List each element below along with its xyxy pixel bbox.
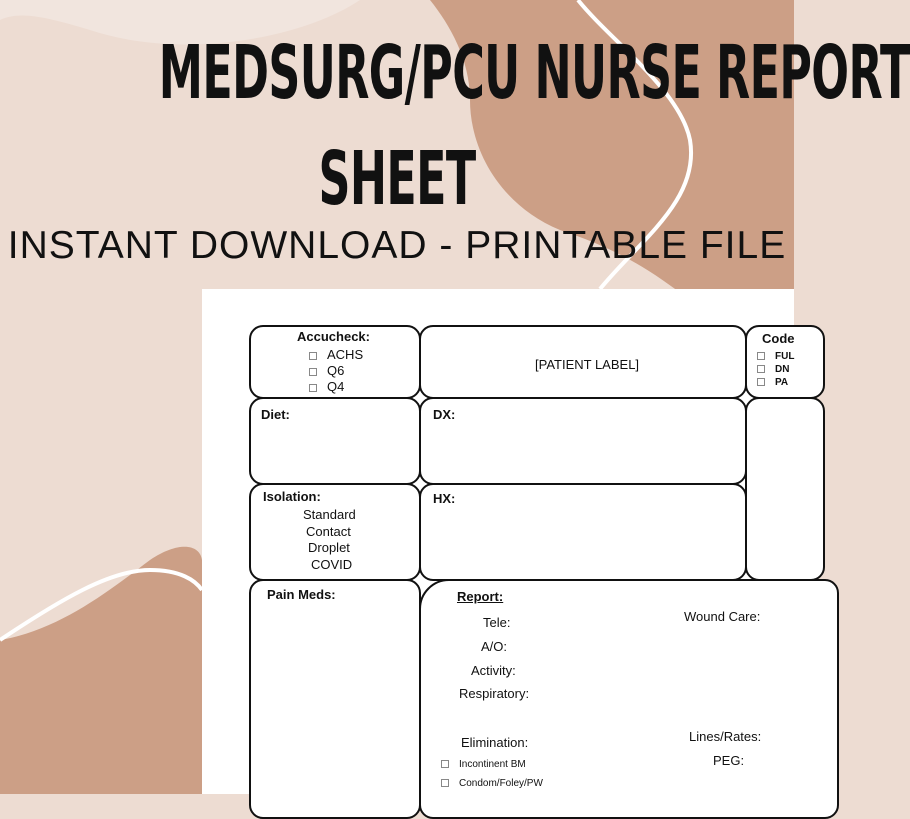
report-elimination-option-condom: Condom/Foley/PW — [441, 778, 543, 789]
checkbox — [757, 378, 765, 386]
checkbox — [309, 384, 317, 392]
report-sheet-preview — [202, 289, 794, 794]
checkbox — [441, 760, 449, 768]
accucheck-option-q6: Q6 — [309, 363, 344, 378]
report-activity: Activity: — [471, 663, 516, 678]
report-ao: A/O: — [481, 639, 508, 654]
hx-label: HX: — [433, 491, 456, 506]
checkbox — [441, 779, 449, 787]
page-title-line-1: MEDSURG/PCU NURSE REPORT — [158, 30, 910, 116]
isolation-option-covid: COVID — [311, 557, 353, 572]
page-title-line-2: SHEET — [318, 136, 476, 222]
checkbox — [309, 352, 317, 360]
pain-meds-box — [249, 579, 421, 819]
patient-label-text: [PATIENT LABEL] — [535, 357, 640, 372]
report-elimination-option-incontinent: Incontinent BM — [441, 759, 526, 770]
report-lines-rates: Lines/Rates: — [689, 729, 762, 744]
checkbox — [757, 352, 765, 360]
patient-label-box — [419, 325, 747, 399]
accucheck-label: Accucheck: — [297, 329, 370, 344]
code-box — [745, 325, 825, 399]
checkbox — [757, 365, 765, 373]
accucheck-option-q4: Q4 — [309, 379, 344, 394]
code-option-full: FUL — [757, 351, 794, 362]
report-elimination: Elimination: — [461, 735, 529, 750]
report-respiratory: Respiratory: — [459, 686, 530, 701]
code-label: Code — [762, 331, 795, 346]
dx-box — [419, 397, 747, 485]
isolation-option-standard: Standard — [303, 507, 356, 522]
report-heading: Report: — [457, 589, 504, 604]
accucheck-option-achs: ACHS — [309, 347, 363, 362]
report-tele: Tele: — [483, 615, 511, 630]
dx-label: DX: — [433, 407, 456, 422]
subtitle: INSTANT DOWNLOAD - PRINTABLE FILE — [7, 224, 787, 267]
isolation-box — [249, 483, 421, 581]
accucheck-box — [249, 325, 421, 399]
isolation-option-contact: Contact — [306, 524, 351, 539]
hx-box — [419, 483, 747, 581]
code-option-dnr: DN — [757, 364, 789, 375]
report-peg: PEG: — [713, 753, 745, 768]
pain-meds-label: Pain Meds: — [267, 587, 336, 602]
right-column-box — [745, 397, 825, 581]
checkbox — [309, 368, 317, 376]
report-wound-care: Wound Care: — [684, 609, 761, 624]
report-box — [419, 579, 839, 819]
isolation-label: Isolation: — [263, 489, 321, 504]
code-option-pa: PA — [757, 377, 788, 388]
diet-label: Diet: — [261, 407, 290, 422]
diet-box — [249, 397, 421, 485]
isolation-option-droplet: Droplet — [308, 540, 350, 555]
